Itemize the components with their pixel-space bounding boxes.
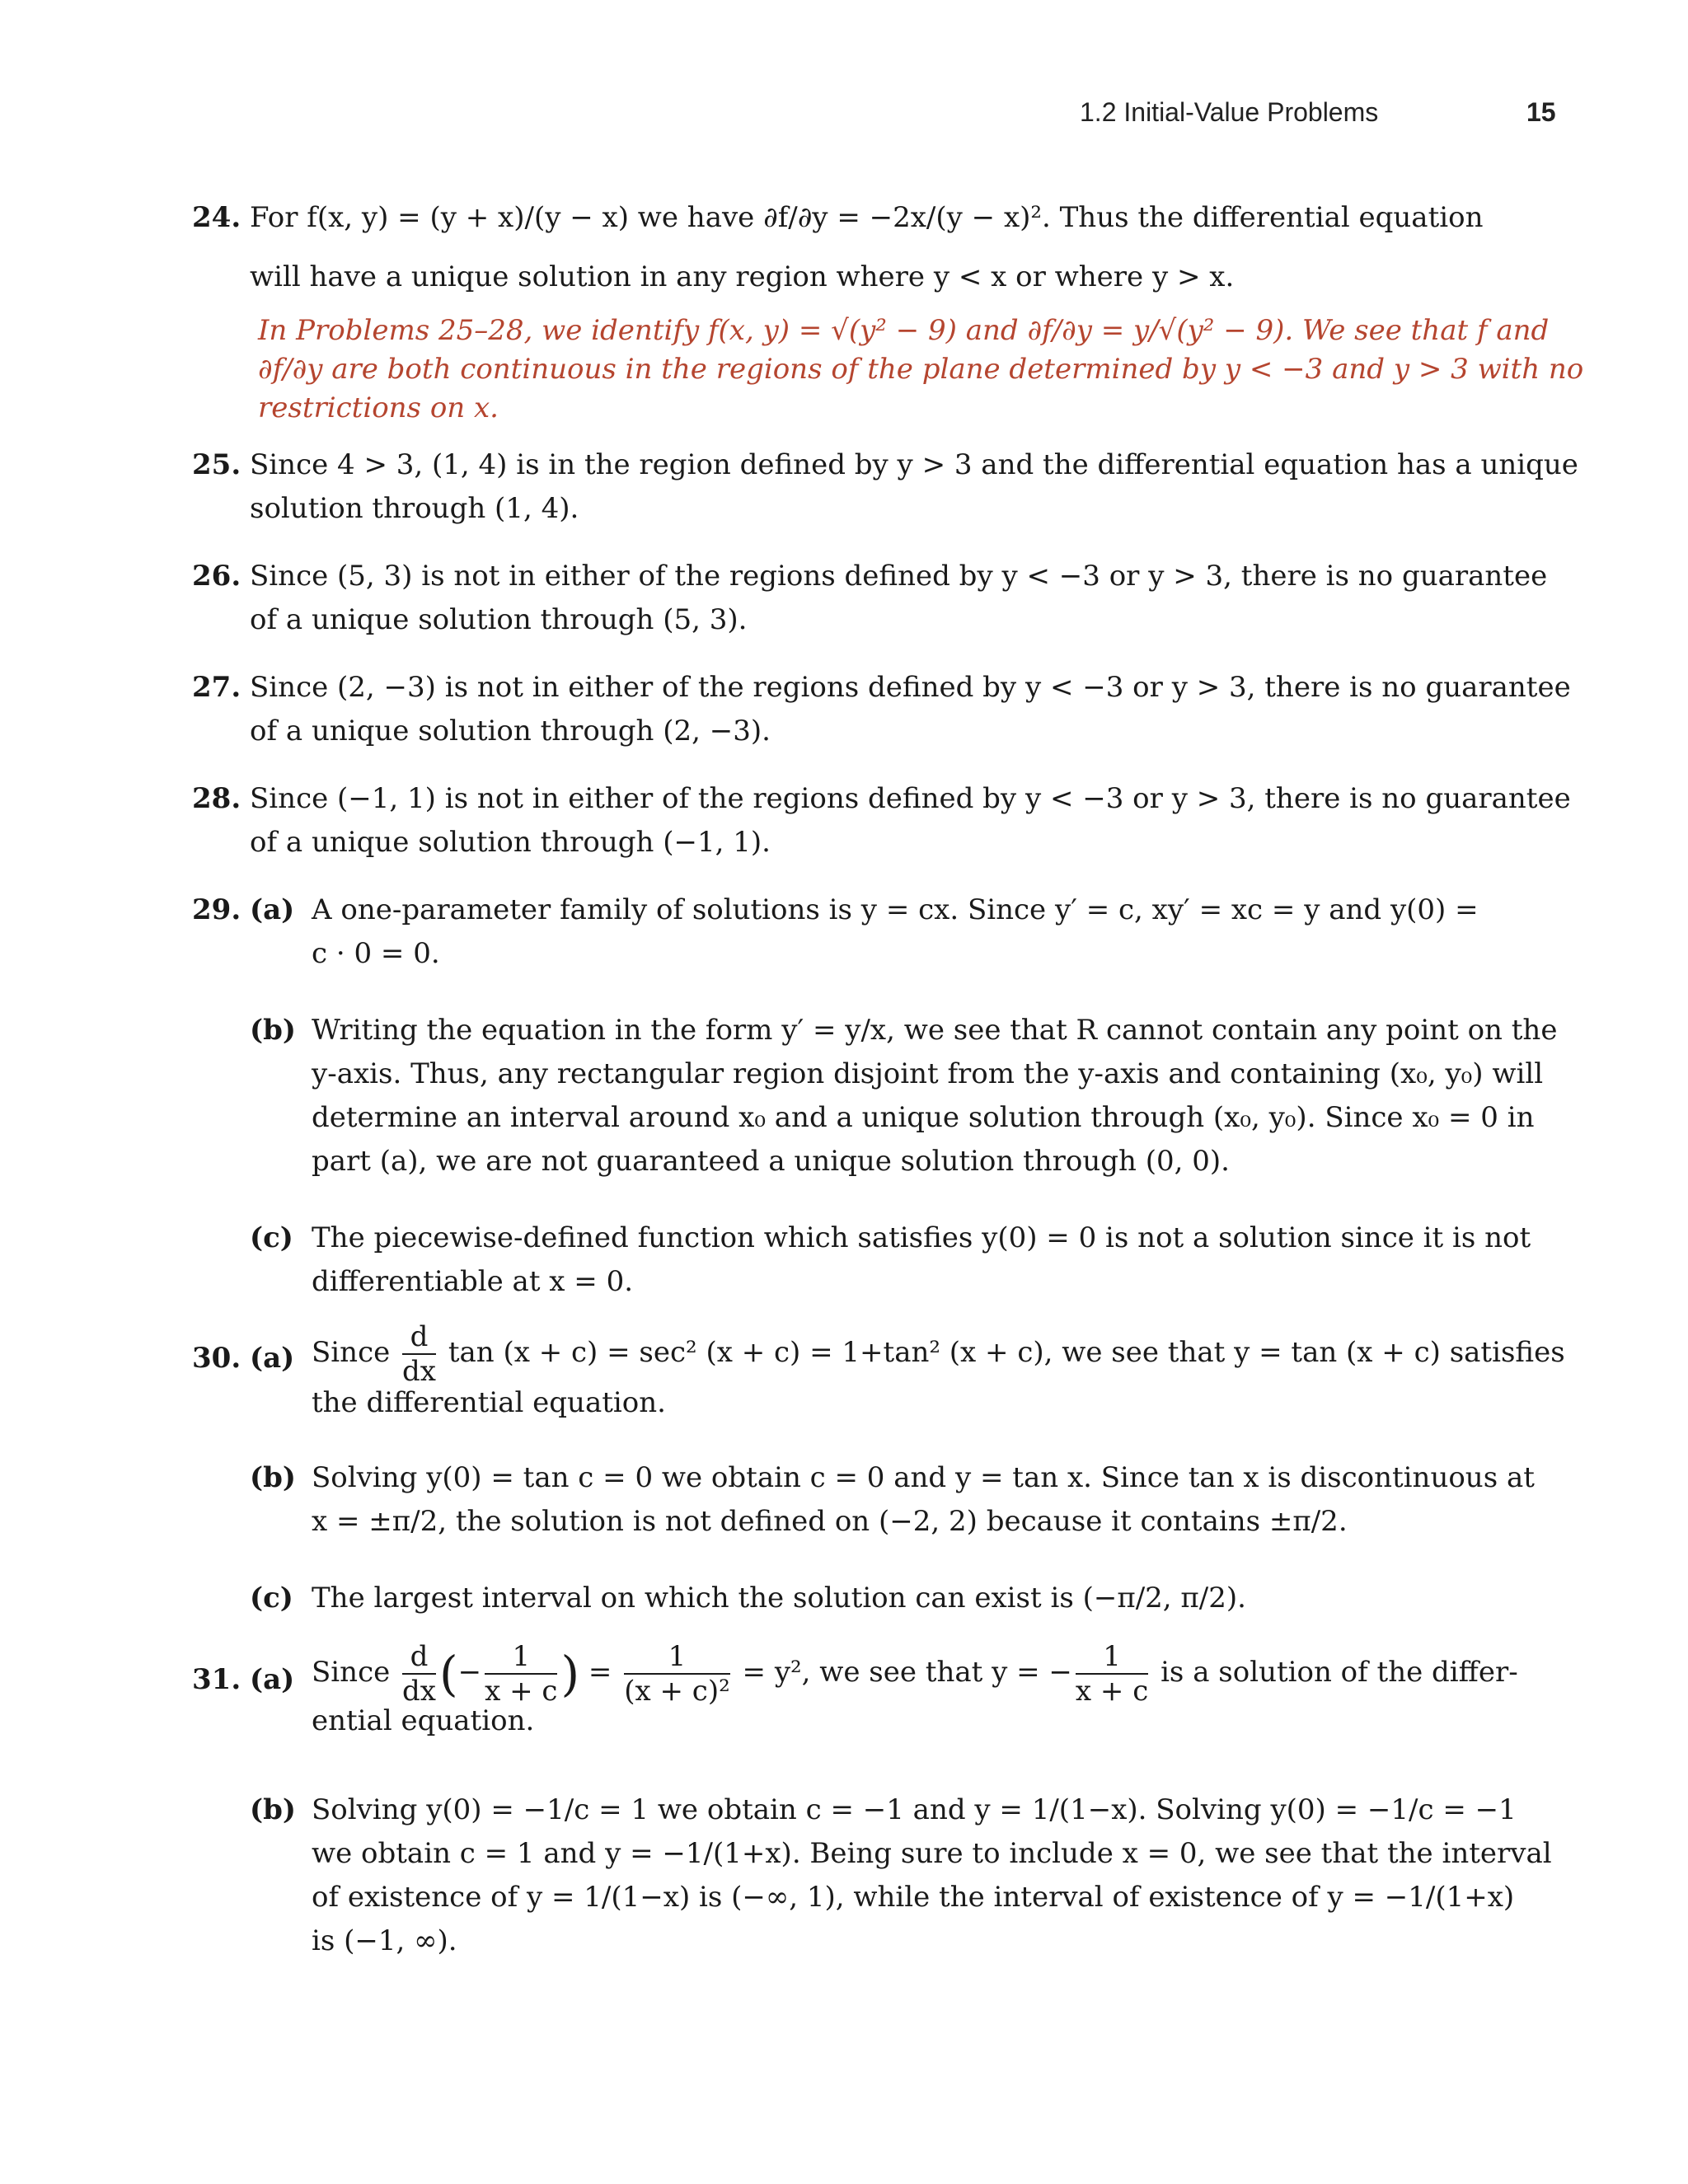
text-line: the differential equation. — [312, 1386, 666, 1419]
solution-fraction: $\frac{1}{x + c}$ — [1075, 1640, 1149, 1708]
part-label: (b) — [250, 1014, 296, 1047]
page-number: 15 — [1526, 97, 1556, 127]
derivative-fraction: $\frac{d}{dx}$ — [402, 1320, 436, 1388]
text-line: will have a unique solution in any region where y < x or where y > x. — [250, 260, 1235, 293]
text-line: Since $\frac{d}{dx}$ tan (x + c) = sec² (x + c) = 1+tan² (x + c), we see that y = tan (x + c) satisfies — [312, 1320, 1565, 1388]
text-line: differentiable at x = 0. — [312, 1265, 634, 1298]
text-line: of a unique solution through (−1, 1). — [250, 826, 771, 859]
problem-29-part-a — [250, 888, 1556, 976]
text-line: Since (5, 3) is not in either of the regions defined by y < −3 or y > 3, there is no guarantee — [250, 560, 1548, 593]
text-line: c · 0 = 0. — [312, 937, 440, 970]
text-line: Writing the equation in the form y′ = y/x, we see that R cannot contain any point on the — [312, 1014, 1558, 1047]
problem-29-part-c — [250, 1216, 1556, 1304]
text-line: Solving y(0) = −1/c = 1 we obtain c = −1 and y = 1/(1−x). Solving y(0) = −1/c = −1 — [312, 1793, 1517, 1826]
problem-number: 29. — [192, 893, 241, 926]
problem-number: 25. — [192, 448, 241, 481]
text-line: solution through (1, 4). — [250, 492, 579, 525]
problem-29-part-b — [250, 1009, 1558, 1183]
part-label: (b) — [250, 1461, 296, 1494]
derivative-fraction: $\frac{d}{dx}$ — [402, 1640, 436, 1708]
text-line: part (a), we are not guaranteed a unique solution through (0, 0). — [312, 1145, 1230, 1178]
text-line: of existence of y = 1/(1−x) is (−∞, 1), while the interval of existence of y = −1/(1+x) — [312, 1881, 1515, 1914]
part-label: (c) — [250, 1582, 293, 1615]
text-line: we obtain c = 1 and y = −1/(1+x). Being sure to include x = 0, we see that the interval — [312, 1837, 1552, 1870]
text-line: Since (−1, 1) is not in either of the regions defined by y < −3 or y > 3, there is no guarantee — [250, 782, 1571, 815]
problem-26 — [192, 555, 1556, 642]
text-line: The largest interval on which the solution can exist is (−π/2, π/2). — [312, 1582, 1246, 1615]
part-label: (b) — [250, 1793, 296, 1826]
problem-30-part-c — [250, 1577, 1556, 1620]
problem-number: 31. — [192, 1663, 241, 1696]
problem-30-part-a — [250, 1320, 1565, 1425]
text-line: x = ±π/2, the solution is not defined on (−2, 2) because it contains ±π/2. — [312, 1505, 1348, 1538]
problem-number: 27. — [192, 671, 241, 704]
text-line: Since (2, −3) is not in either of the regions defined by y < −3 or y > 3, there is no guarantee — [250, 671, 1571, 704]
problem-number: 30. — [192, 1342, 241, 1375]
part-label: (a) — [250, 1663, 295, 1696]
problem-number: 24. — [192, 201, 241, 234]
problem-27 — [192, 666, 1571, 753]
text-line: Since $\frac{d}{dx}$ (− $\frac{1}{x + c}$ ) = $\frac{1}{\text{(x + c)²}}$ = y², we see that y = − $\frac{1}{x + c}$ is a solution of the differ- — [312, 1640, 1518, 1708]
text-line: A one-parameter family of solutions is y = cx. Since y′ = c, xy′ = xc = y and y(0) = — [312, 893, 1479, 926]
part-label: (a) — [250, 1342, 295, 1375]
problem-25 — [192, 443, 1578, 531]
text-line: Since 4 > 3, (1, 4) is in the region defined by y > 3 and the differential equation has a unique — [250, 448, 1578, 481]
note-line: ∂f/∂y are both continuous in the regions of the plane determined by y < −3 and y > 3 with no — [258, 353, 1584, 386]
text-line: of a unique solution through (5, 3). — [250, 603, 748, 636]
text-line: ential equation. — [312, 1704, 535, 1737]
result-fraction: $\frac{1}{\text{(x + c)²}}$ — [624, 1640, 730, 1708]
problem-31-part-b — [250, 1788, 1556, 1963]
problem-31-part-a — [250, 1640, 1573, 1743]
inner-fraction: $\frac{1}{x + c}$ — [485, 1640, 558, 1708]
problems-note — [258, 312, 1584, 428]
text-line: Solving y(0) = tan c = 0 we obtain c = 0 and y = tan x. Since tan x is discontinuous at — [312, 1461, 1535, 1494]
text-line: determine an interval around x₀ and a unique solution through (x₀, y₀). Since x₀ = 0 in — [312, 1101, 1535, 1134]
part-label: (c) — [250, 1221, 293, 1254]
text-line: The piecewise-defined function which satisfies y(0) = 0 is not a solution since it is not — [312, 1221, 1531, 1254]
note-line: restrictions on x. — [258, 391, 499, 424]
part-label: (a) — [250, 893, 295, 926]
problem-30-part-b — [250, 1456, 1556, 1544]
text-line: y-axis. Thus, any rectangular region disjoint from the y-axis and containing (x₀, y₀) will — [312, 1057, 1544, 1090]
problem-28 — [192, 777, 1571, 865]
text-line: is (−1, ∞). — [312, 1924, 457, 1957]
problem-number: 28. — [192, 782, 241, 815]
problem-number: 26. — [192, 560, 241, 593]
note-line: In Problems 25–28, we identify f(x, y) = √(y² − 9) and ∂f/∂y = y/√(y² − 9). We see that f and — [258, 314, 1550, 347]
text-line: For f(x, y) = (y + x)/(y − x) we have ∂f/∂y = −2x/(y − x)². Thus the differential equation — [250, 201, 1484, 234]
text-line: of a unique solution through (2, −3). — [250, 715, 771, 748]
running-header: 1.2 Initial-Value Problems — [1080, 97, 1379, 127]
problem-24 — [192, 188, 1556, 307]
